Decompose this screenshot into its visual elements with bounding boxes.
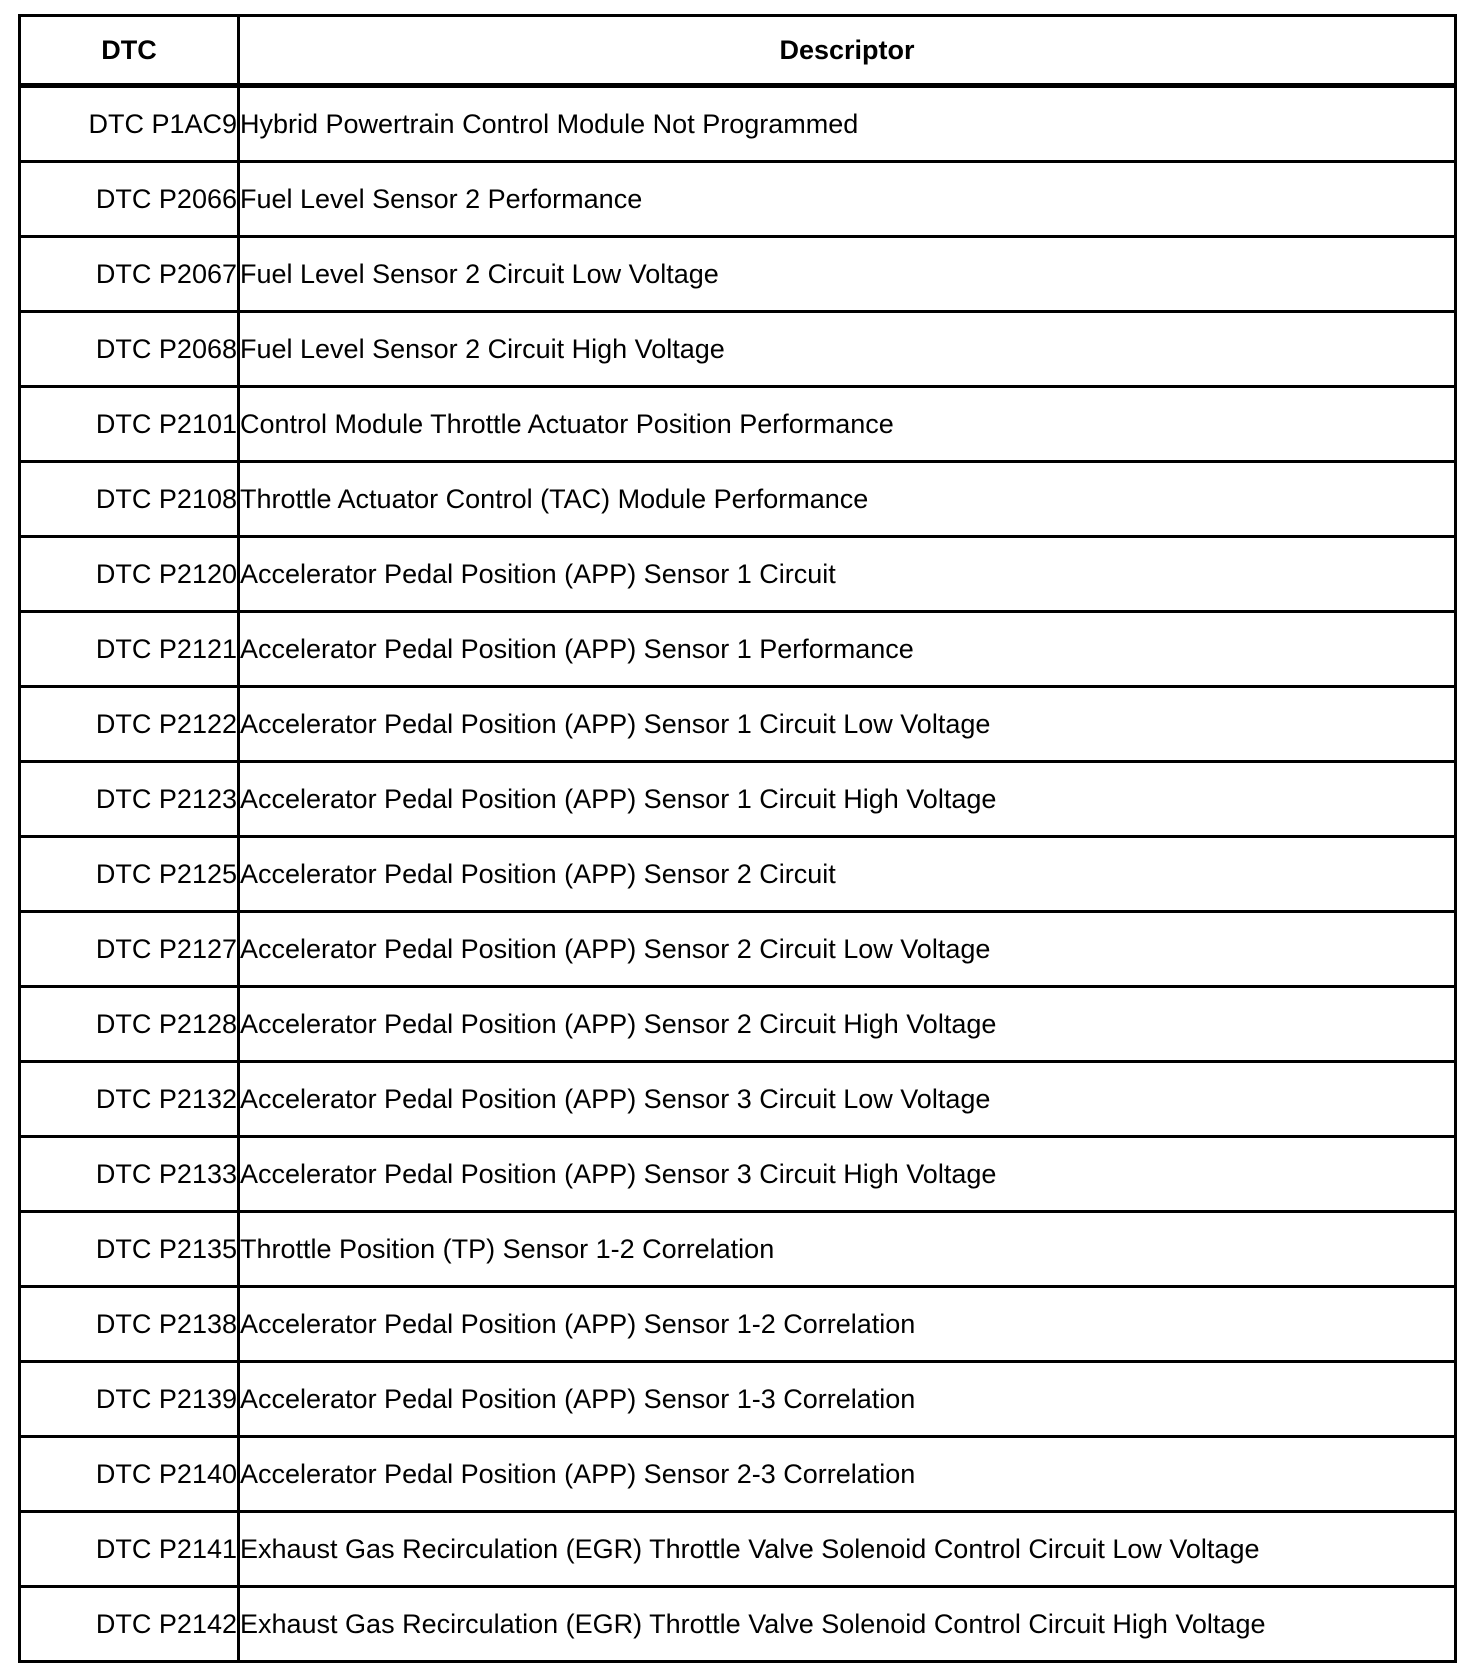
table-row — [20, 312, 1456, 387]
descriptor-cell: Exhaust Gas Recirculation (EGR) Throttle Valve Solenoid Control Circuit Low Voltage — [239, 1512, 1456, 1587]
descriptor-cell: Hybrid Powertrain Control Module Not Programmed — [239, 86, 1456, 162]
table-row — [20, 912, 1456, 987]
dtc-code-cell: DTC P2125 — [20, 837, 239, 912]
header-descriptor: Descriptor — [239, 16, 1456, 86]
descriptor-cell: Accelerator Pedal Position (APP) Sensor 3 Circuit Low Voltage — [239, 1062, 1456, 1137]
table-row — [20, 1587, 1456, 1662]
table-row — [20, 462, 1456, 537]
dtc-code-cell: DTC P1AC9 — [20, 86, 239, 162]
dtc-code-cell: DTC P2122 — [20, 687, 239, 762]
header-dtc: DTC — [20, 16, 239, 86]
descriptor-cell: Accelerator Pedal Position (APP) Sensor 1-3 Correlation — [239, 1362, 1456, 1437]
table-body — [20, 86, 1456, 1662]
dtc-code-cell: DTC P2140 — [20, 1437, 239, 1512]
table-row — [20, 687, 1456, 762]
table-row — [20, 162, 1456, 237]
table-row — [20, 762, 1456, 837]
dtc-code-cell: DTC P2128 — [20, 987, 239, 1062]
descriptor-cell: Fuel Level Sensor 2 Circuit Low Voltage — [239, 237, 1456, 312]
descriptor-cell: Accelerator Pedal Position (APP) Sensor 1 Performance — [239, 612, 1456, 687]
table-row — [20, 1212, 1456, 1287]
table-row — [20, 1512, 1456, 1587]
dtc-code-cell: DTC P2067 — [20, 237, 239, 312]
descriptor-cell: Control Module Throttle Actuator Position Performance — [239, 387, 1456, 462]
descriptor-cell: Accelerator Pedal Position (APP) Sensor 2 Circuit High Voltage — [239, 987, 1456, 1062]
dtc-code-cell: DTC P2141 — [20, 1512, 239, 1587]
descriptor-cell: Accelerator Pedal Position (APP) Sensor 2-3 Correlation — [239, 1437, 1456, 1512]
table-row — [20, 1437, 1456, 1512]
descriptor-cell: Throttle Actuator Control (TAC) Module Performance — [239, 462, 1456, 537]
table-row — [20, 237, 1456, 312]
dtc-code-cell: DTC P2123 — [20, 762, 239, 837]
descriptor-cell: Accelerator Pedal Position (APP) Sensor 1 Circuit — [239, 537, 1456, 612]
table-row — [20, 387, 1456, 462]
descriptor-cell: Accelerator Pedal Position (APP) Sensor 3 Circuit High Voltage — [239, 1137, 1456, 1212]
table-row — [20, 1362, 1456, 1437]
dtc-code-cell: DTC P2101 — [20, 387, 239, 462]
table-header — [20, 16, 1456, 86]
descriptor-cell: Fuel Level Sensor 2 Circuit High Voltage — [239, 312, 1456, 387]
descriptor-cell: Throttle Position (TP) Sensor 1-2 Correlation — [239, 1212, 1456, 1287]
dtc-code-cell: DTC P2138 — [20, 1287, 239, 1362]
descriptor-cell: Accelerator Pedal Position (APP) Sensor 1-2 Correlation — [239, 1287, 1456, 1362]
descriptor-cell: Accelerator Pedal Position (APP) Sensor 2 Circuit Low Voltage — [239, 912, 1456, 987]
dtc-code-cell: DTC P2068 — [20, 312, 239, 387]
dtc-code-cell: DTC P2121 — [20, 612, 239, 687]
table-row — [20, 612, 1456, 687]
dtc-code-cell: DTC P2108 — [20, 462, 239, 537]
descriptor-cell: Fuel Level Sensor 2 Performance — [239, 162, 1456, 237]
header-row — [20, 16, 1456, 86]
table-row — [20, 537, 1456, 612]
table-row — [20, 987, 1456, 1062]
dtc-code-cell: DTC P2133 — [20, 1137, 239, 1212]
dtc-code-cell: DTC P2132 — [20, 1062, 239, 1137]
dtc-code-cell: DTC P2127 — [20, 912, 239, 987]
table-row — [20, 86, 1456, 162]
descriptor-cell: Exhaust Gas Recirculation (EGR) Throttle Valve Solenoid Control Circuit High Voltage — [239, 1587, 1456, 1662]
dtc-code-cell: DTC P2139 — [20, 1362, 239, 1437]
table-row — [20, 1287, 1456, 1362]
descriptor-cell: Accelerator Pedal Position (APP) Sensor 1 Circuit High Voltage — [239, 762, 1456, 837]
dtc-table — [18, 14, 1457, 1663]
dtc-code-cell: DTC P2142 — [20, 1587, 239, 1662]
dtc-table-container — [18, 14, 1454, 1663]
table-row — [20, 837, 1456, 912]
descriptor-cell: Accelerator Pedal Position (APP) Sensor 2 Circuit — [239, 837, 1456, 912]
descriptor-cell: Accelerator Pedal Position (APP) Sensor 1 Circuit Low Voltage — [239, 687, 1456, 762]
table-row — [20, 1062, 1456, 1137]
dtc-code-cell: DTC P2135 — [20, 1212, 239, 1287]
dtc-code-cell: DTC P2066 — [20, 162, 239, 237]
dtc-code-cell: DTC P2120 — [20, 537, 239, 612]
table-row — [20, 1137, 1456, 1212]
